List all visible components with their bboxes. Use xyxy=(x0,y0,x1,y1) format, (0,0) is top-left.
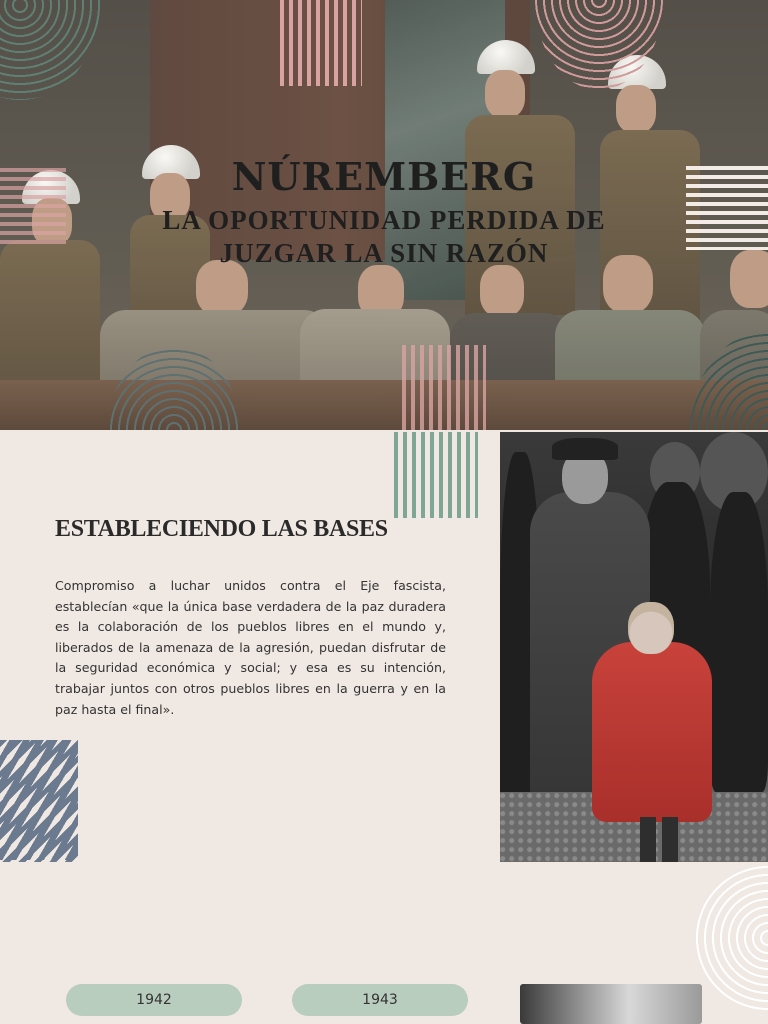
section-heading: ESTABLECIENDO LAS BASES xyxy=(55,516,388,542)
timeline-year-1943: 1943 xyxy=(292,984,468,1016)
decorative-stripes xyxy=(280,0,362,86)
timeline-year-1942: 1942 xyxy=(66,984,242,1016)
photo-girl-red-coat xyxy=(500,432,768,862)
page-title: NÚREMBERG xyxy=(231,154,537,199)
timeline-photo-thumbnail xyxy=(520,984,702,1024)
decorative-stripes xyxy=(402,345,486,430)
page-subtitle: LA OPORTUNIDAD PERDIDA DE JUZGAR LA SIN RAZÓN xyxy=(162,205,606,268)
decorative-stripes xyxy=(0,740,78,862)
decorative-stripes xyxy=(394,432,478,518)
section-body-text: Compromiso a luchar unidos contra el Eje fascista, establecían «que la única base verdadera de la paz duradera es la colaboración de los pueblos libres en el mundo y, liberados de la amenaza de la agresión, puedan disfrutar de la seguridad económica y social; y esa es su intención, trabajar juntos con otros pueblos libres en la guerra y en la paz hasta el final». xyxy=(55,578,446,717)
hero-banner xyxy=(0,0,768,430)
